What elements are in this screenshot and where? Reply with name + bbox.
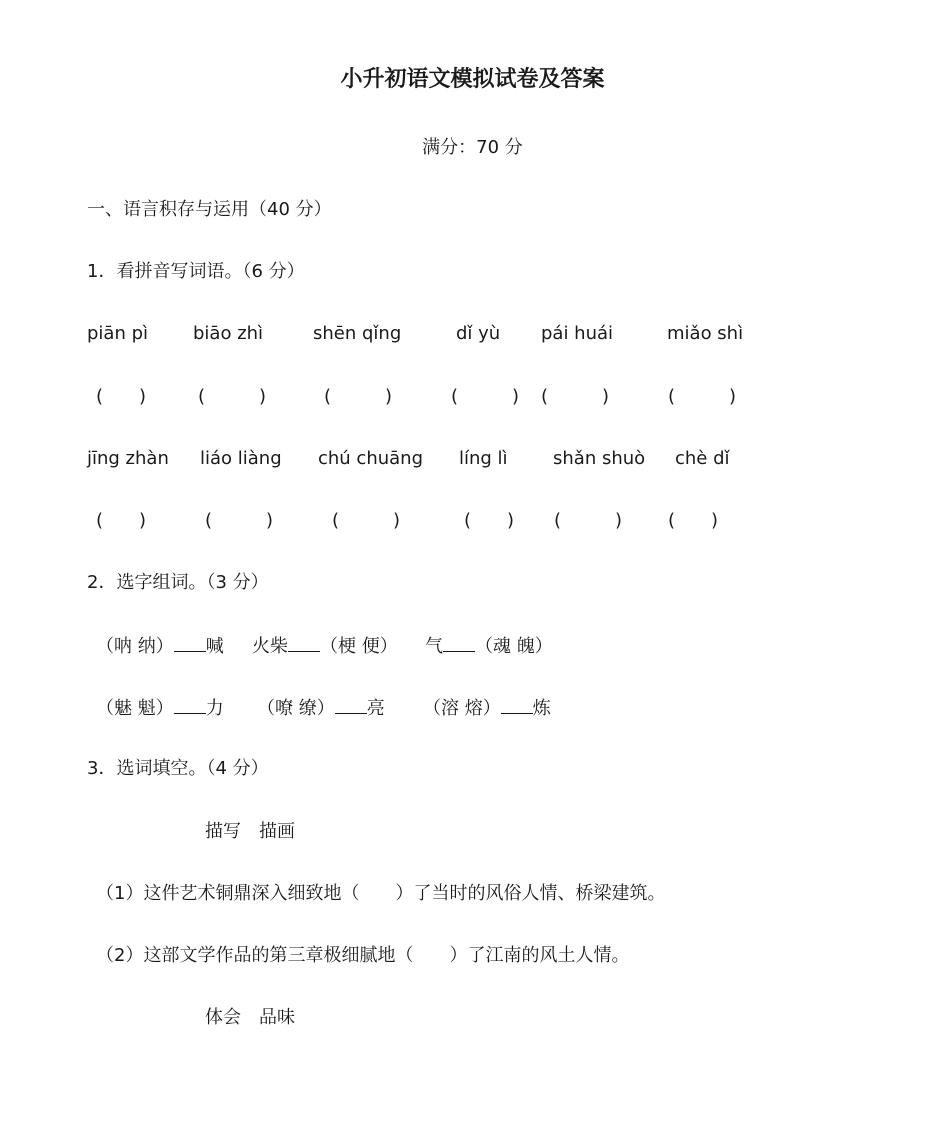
answer-blank[interactable]: ( ) [205, 510, 274, 531]
answer-blank[interactable]: ( ) [198, 386, 267, 407]
answer-blank[interactable]: ( ) [554, 510, 623, 531]
sentence-1: （1）这件艺术铜鼎深入细致地（ ）了当时的风俗人情、桥梁建筑。 [96, 883, 666, 904]
pinyin: líng lì [459, 448, 508, 469]
pinyin: piān pì [87, 323, 149, 344]
choice-item: 气 （魂 魄） [425, 633, 553, 659]
choice-item: 火柴 （梗 便） [252, 633, 398, 659]
fill-blank[interactable] [501, 695, 533, 714]
pinyin: shǎn shuò [553, 448, 646, 469]
pinyin: dǐ yù [456, 323, 501, 344]
page-title: 小升初语文模拟试卷及答案 [340, 67, 605, 92]
section-heading: 一、语言积存与运用（40 分） [87, 199, 332, 220]
answer-blank[interactable]: ( ) [541, 386, 610, 407]
sentence-2: （2）这部文学作品的第三章极细腻地（ ）了江南的风土人情。 [96, 945, 630, 966]
answer-blank[interactable]: ( ) [668, 386, 737, 407]
choice-item: （嘹 缭） 亮 [257, 695, 385, 721]
answer-blank[interactable]: ( ) [464, 510, 515, 531]
word-options-1: 描写 描画 [205, 821, 295, 842]
pinyin: pái huái [541, 323, 614, 344]
choice-item: （呐 纳） 喊 [96, 633, 224, 659]
answer-blank[interactable]: ( ) [96, 510, 147, 531]
pinyin: shēn qǐng [313, 323, 402, 344]
fill-blank[interactable] [443, 633, 475, 652]
question-3-heading: 3．选词填空。（4 分） [87, 758, 269, 779]
pinyin: chè dǐ [675, 448, 730, 469]
fill-blank[interactable] [174, 695, 206, 714]
question-2-heading: 2．选字组词。（3 分） [87, 572, 269, 593]
answer-blank[interactable]: ( ) [324, 386, 393, 407]
answer-blank[interactable]: ( ) [332, 510, 401, 531]
choice-item: （魅 魁） 力 [96, 695, 224, 721]
fill-blank[interactable] [174, 633, 206, 652]
fill-blank[interactable] [288, 633, 320, 652]
pinyin: liáo liàng [200, 448, 282, 469]
answer-blank[interactable]: ( ) [451, 386, 520, 407]
pinyin: jīng zhàn [87, 448, 169, 469]
question-1-heading: 1．看拼音写词语。（6 分） [87, 261, 305, 282]
pinyin: miǎo shì [667, 323, 744, 344]
pinyin: biāo zhì [193, 323, 264, 344]
word-options-2: 体会 品味 [205, 1007, 295, 1028]
full-score: 满分：70 分 [422, 137, 523, 158]
answer-blank[interactable]: ( ) [96, 386, 147, 407]
fill-blank[interactable] [335, 695, 367, 714]
choice-item: （溶 熔） 炼 [423, 695, 551, 721]
pinyin: chú chuāng [318, 448, 424, 469]
answer-blank[interactable]: ( ) [668, 510, 719, 531]
